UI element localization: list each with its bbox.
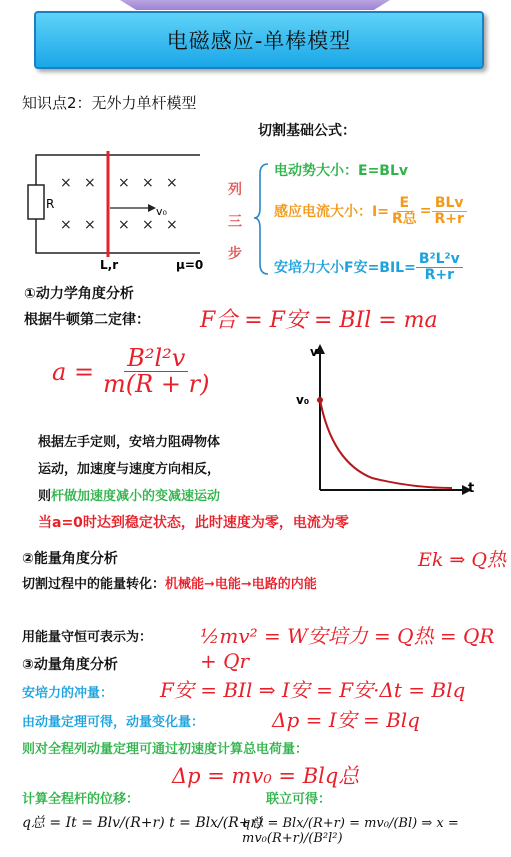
velocity-arrow (148, 204, 156, 212)
section3-title: ③动量角度分析 (22, 657, 118, 673)
decay-curve (320, 400, 452, 488)
conservation-equation: ½mv² = W安培力 = Q热 = QR + Qr (200, 624, 495, 673)
force-formula: 安培力大小F安=BIL= $\frac{\text{B²L²v}}{R+r}$ (274, 252, 463, 282)
text-opposite-direction: 运动，加速度与速度方向相反， (38, 462, 221, 477)
graph-x-label: t (468, 481, 475, 496)
acceleration-equation: a = $\frac{\text{B²l²v}}{m(R + r)}$ (52, 344, 210, 399)
svg-text:×: × (118, 175, 130, 191)
text-steady-state: 当a=0时达到稳定状态，此时速度为零，电流为零 (38, 515, 349, 531)
resistor (28, 185, 44, 219)
mu-label: μ=0 (176, 258, 204, 272)
section1-title: ①动力学角度分析 (24, 286, 134, 302)
emf-formula: 电动势大小：E=BLv (274, 163, 409, 179)
displacement-label: 计算全程杆的位移： (22, 792, 140, 807)
momentum-label: 由动量定理可得，动量变化量： (22, 715, 205, 730)
charge-equation: Δp = mv₀ = Blq总 (172, 764, 360, 788)
steps-label: 列 三 步 (228, 182, 242, 262)
rod-label: L,r (100, 258, 119, 272)
section2-title: ②能量角度分析 (22, 551, 118, 567)
svg-text:×: × (118, 217, 130, 233)
page-title: 电磁感应-单棒模型 (166, 29, 352, 53)
energy-equation: Ek ⇒ Q热 (418, 549, 506, 571)
svg-text:×: × (60, 217, 72, 233)
momentum-equation: Δp = I安 = Blq (272, 708, 420, 732)
svg-text:×: × (166, 175, 178, 191)
v0-label: v₀ (156, 205, 167, 218)
impulse-equation: F安 = BIl ⇒ I安 = F安·Δt = Blq (160, 678, 466, 702)
svg-text:×: × (142, 175, 154, 191)
simultaneous-label: 联立可得： (266, 792, 332, 807)
text-deceleration: 则杆做加速度减小的变减速运动 (38, 489, 221, 504)
circuit-diagram (22, 145, 222, 275)
svg-text:×: × (84, 175, 96, 191)
text-left-hand-rule: 根据左手定则，安培力阻碍物体 (38, 435, 221, 450)
title-banner (34, 11, 484, 69)
velocity-time-graph (292, 342, 482, 502)
current-formula: 感应电流大小：I= $\frac{E}{\text{R总}}$ = $\frac{\text{BLv}}{R+r}$ (274, 196, 467, 226)
banner-decoration (120, 0, 390, 10)
graph-y-label: v (310, 345, 318, 359)
knowledge-point: 知识点2：无外力单杆模型 (22, 94, 197, 112)
newton-label: 根据牛顿第二定律： (24, 312, 150, 328)
newton-equation: F合 = F安 = BIl = ma (200, 308, 438, 333)
svg-text:×: × (60, 175, 72, 191)
charge-displacement-equation: q总 = It = Blv/(R+r) t = Blx/(R+r) (22, 815, 263, 831)
svg-text:×: × (166, 217, 178, 233)
magnetic-field-crosses (60, 175, 178, 233)
conservation-label: 用能量守恒可表示为： (22, 630, 153, 645)
graph-v0-label: v₀ (296, 393, 310, 407)
svg-text:×: × (142, 217, 154, 233)
energy-conversion: 切割过程中的能量转化：机械能➞电能➞电路的内能 (22, 577, 317, 592)
displacement-result-equation: q总 = Blx/(R+r) = mv₀/(Bl) ⇒ x = mv₀(R+r)/(B²l²) (242, 816, 459, 846)
formula-header: 切割基础公式： (258, 123, 356, 139)
r-label: R (46, 197, 55, 211)
svg-text:×: × (84, 217, 96, 233)
impulse-label: 安培力的冲量： (22, 686, 114, 701)
charge-text: 则对全程列动量定理可通过初速度计算总电荷量： (22, 742, 309, 757)
brace-icon (252, 160, 270, 278)
